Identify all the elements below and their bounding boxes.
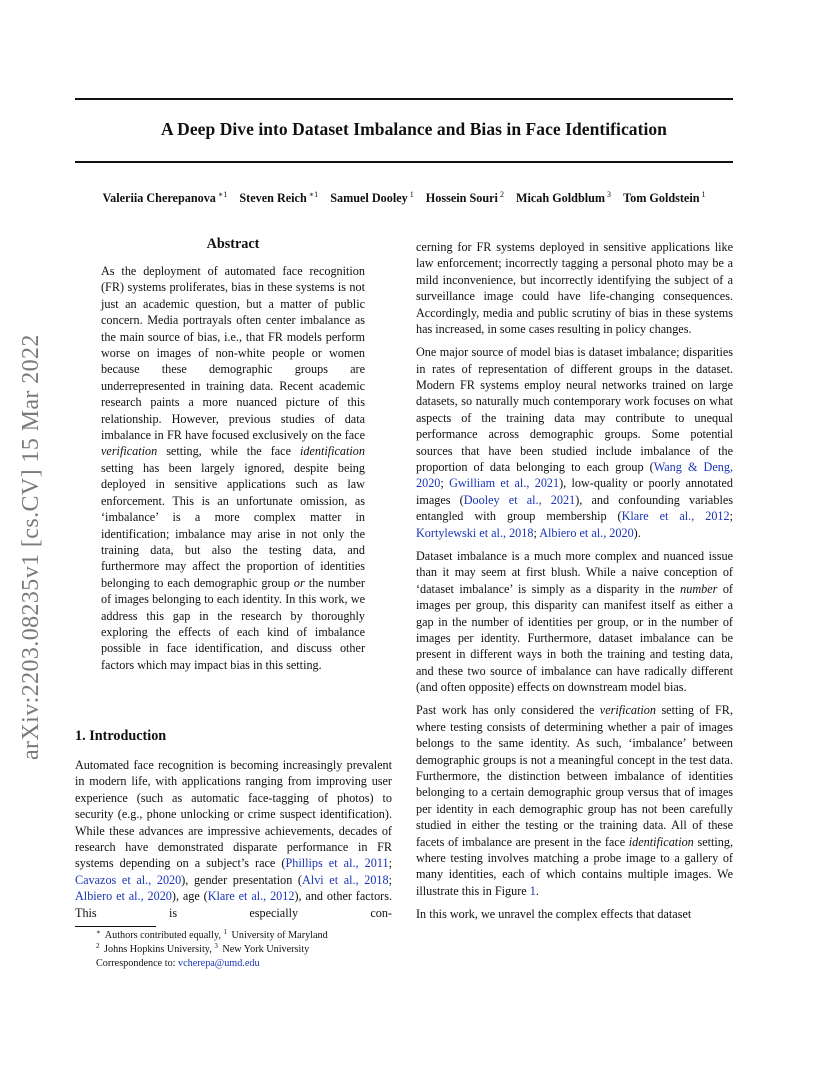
intro-paragraph: cerning for FR systems deployed in sensitive applications like law enforcement; incorrectly tagging a personal photo may be a mild inconvenience, but incorrectly identifying the subject of a surveillance image could have life-changing consequences. Accordingly, media and public scrutiny of bias in these systems has increased, in some cases resulting in policy changes. xyxy=(416,240,733,337)
citation-link[interactable]: Klare et al., 2012 xyxy=(207,889,295,904)
abstract-paragraph: As the deployment of automated face recognition (FR) systems proliferates, bias in these systems is not just an academic question, but a matter of public concern. Media portrayals often center imbalance as the main source of bias, i.e., that FR models perform worse on images of non-white people or women because these demographic groups are underrepresented in training data. Recent academic research paints a more nuanced picture of this relationship. However, previous studies of data imbalance in FR have focused exclusively on the face verification setting, while the face identification setting has been largely ignored, despite being deployed in sensitive applications such as law enforcement. This is an unfortunate omission, as ‘imbalance’ is a more complex matter in identification; imbalance may arise in not only the training data, but also the testing data, and furthermore may affect the proportion of identities belonging to each demographic group or the number of images belonging to each identity. In this work, we address this gap in the research by thoroughly exploring the effects of each kind of imbalance possible in face identification, and discuss other factors which may impact bias in this setting. xyxy=(101,264,365,672)
citation-link[interactable]: Albiero et al., 2020 xyxy=(539,525,634,540)
footnotes xyxy=(96,929,328,971)
author: Steven Reich $^{∗1}$ xyxy=(239,190,319,205)
footnote-correspondence: Correspondence to: vcherepa@umd.edu xyxy=(96,958,260,969)
arxiv-identifier-stamp: arXiv:2203.08235v1 [cs.CV] 15 Mar 2022 xyxy=(18,334,44,760)
figure-reference-link[interactable]: 1 xyxy=(529,883,536,898)
footnote-rule xyxy=(75,926,156,927)
citation-link[interactable]: Wang & Deng, 2020 xyxy=(416,460,733,491)
intro-paragraph: Dataset imbalance is a much more complex and nuanced issue than it may seem at first blush. While a naive conception of ‘dataset imbalance’ is simply as a disparity in the number of images per group, this disparity can manifest itself as either a gap in the number of identities per group, or in the number of images per identity. Furthermore, dataset imbalance can be present in different ways in both the training and testing data, and these two source of imbalance can have radically different (and often opposite) effects on downstream model bias. xyxy=(416,548,733,695)
email-link[interactable]: vcherepa@umd.edu xyxy=(178,958,260,969)
citation-link[interactable]: Alvi et al., 2018 xyxy=(302,872,389,887)
intro-paragraph: In this work, we unravel the complex effects that dataset xyxy=(416,907,692,922)
author-list xyxy=(0,191,808,206)
intro-paragraph: Automated face recognition is becoming increasingly prevalent in modern life, with applications ranging from improving user experience (such as automatic face-tagging of photos) to security (e.g., phone unlocking or crime suspect identification). While these advances are impressive achievements, decades of research have demonstrated disparate performance in FR systems depending on a subject’s race (Phillips et al., 2011; Cavazos et al., 2020), gender presentation (Alvi et al., 2018; Albiero et al., 2020), age (Klare et al., 2012), and other factors. This is especially con- xyxy=(75,758,393,920)
introduction-left-column xyxy=(75,757,392,921)
author: Hossein Souri $^2$ xyxy=(425,190,504,205)
citation-link[interactable]: Phillips et al., 2011 xyxy=(285,856,389,871)
author: Samuel Dooley $^1$ xyxy=(330,190,414,205)
citation-link[interactable]: Albiero et al., 2020 xyxy=(75,889,172,904)
citation-link[interactable]: Cavazos et al., 2020 xyxy=(75,872,182,887)
author: Tom Goldstein $^1$ xyxy=(623,190,706,205)
citation-link[interactable]: Klare et al., 2012 xyxy=(621,509,730,524)
paper-title: A Deep Dive into Dataset Imbalance and Bias in Face Identification xyxy=(161,119,667,139)
author: Micah Goldblum $^3$ xyxy=(515,190,612,205)
title-rule-bottom xyxy=(75,161,733,163)
abstract-heading: Abstract xyxy=(206,236,260,252)
footnote-affiliations: ∗ Authors contributed equally, $^1$ University of Maryland xyxy=(96,928,328,941)
section-heading-introduction: 1. Introduction xyxy=(75,728,167,744)
title-rule-top xyxy=(75,98,733,100)
abstract-body xyxy=(101,263,365,673)
citation-link[interactable]: Kortylewski et al., 2018 xyxy=(416,525,534,540)
intro-paragraph: Past work has only considered the verification setting of FR, where testing consists of determining whether a pair of images belongs to the same identity. As such, ‘imbalance’ between demographic groups is not a meaningful concept in the test data. Furthermore, the distinction between imbalance of identities belonging to a certain demographic group versus that of images per identity in each demographic group has not been carefully studied in either the testing or the training data. All of these facets of imbalance are present in the face identification setting, where testing involves matching a probe image to a gallery of many identities, each of which contains multiple images. We illustrate this in Figure 1. xyxy=(416,703,734,898)
introduction-right-column xyxy=(416,239,733,922)
footnote-affiliations: $^2$ Johns Hopkins University, $^3$ New York University xyxy=(96,942,310,955)
intro-paragraph: One major source of model bias is dataset imbalance; disparities in rates of representation of different groups in the dataset. Modern FR systems employ neural networks trained on large datasets, so naturally much contemporary work focuses on what aspects of the training data may contribute to unequal performance across demographic groups. Some potential sources that have been studied include imbalance of the proportion of data belonging to each group (Wang & Deng, 2020; Gwilliam et al., 2021), low-quality or poorly annotated images (Dooley et al., 2021), and confounding variables entangled with group membership (Klare et al., 2012; Kortylewski et al., 2018; Albiero et al., 2020). xyxy=(416,345,733,540)
author: Valeriia Cherepanova $^{∗1}$ xyxy=(102,190,228,205)
citation-link[interactable]: Dooley et al., 2021 xyxy=(463,492,576,507)
citation-link[interactable]: Gwilliam et al., 2021 xyxy=(449,476,560,491)
